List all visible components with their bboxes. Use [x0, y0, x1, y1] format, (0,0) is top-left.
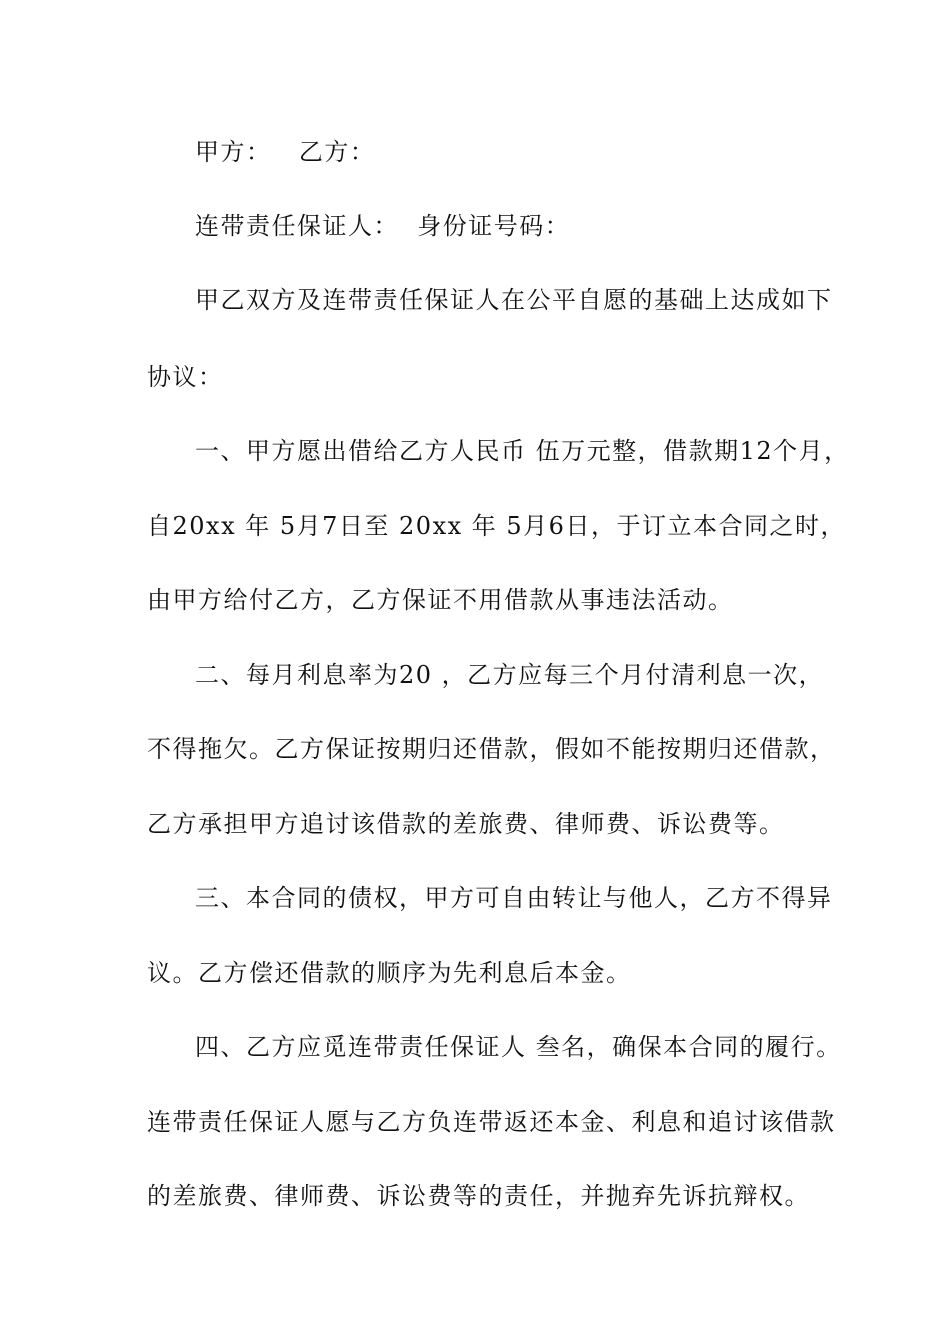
clause-3-line-2: 议。乙方偿还借款的顺序为先利息后本金。 — [147, 959, 632, 987]
paragraph-intro-line-2: 协议： — [147, 363, 224, 391]
clause-4-line-3: 的差旅费、律师费、诉讼费等的责任，并抛弃先诉抗辩权。 — [147, 1182, 810, 1210]
clause-1-line-2: 自20xx 年 5月7日至 20xx 年 5月6日，于订立本合同之时， — [147, 512, 846, 540]
clause-1-line-1: 一、甲方愿出借给乙方人民币 伍万元整，借款期12个月， — [195, 437, 850, 465]
clause-2-line-3: 乙方承担甲方追讨该借款的差旅费、律师费、诉讼费等。 — [147, 810, 785, 838]
guarantor-line: 连带责任保证人： 身份证号码： — [195, 212, 571, 240]
clause-1-line-3: 由甲方给付乙方，乙方保证不用借款从事违法活动。 — [147, 586, 734, 614]
party-line: 甲方： 乙方： — [195, 138, 376, 166]
clause-4-line-1: 四、乙方应觅连带责任保证人 叁名，确保本合同的履行。 — [195, 1033, 842, 1061]
clause-4-line-2: 连带责任保证人愿与乙方负连带返还本金、利息和追讨该借款 — [147, 1108, 836, 1136]
clause-2-line-1: 二、每月利息率为20 ，乙方应每三个月付清利息一次， — [195, 661, 825, 689]
clause-2-line-2: 不得拖欠。乙方保证按期归还借款，假如不能按期归还借款， — [147, 735, 836, 763]
paragraph-intro-line-1: 甲乙双方及连带责任保证人在公平自愿的基础上达成如下 — [195, 286, 833, 314]
clause-3-line-1: 三、本合同的债权，甲方可自由转让与他人，乙方不得异 — [195, 884, 833, 912]
